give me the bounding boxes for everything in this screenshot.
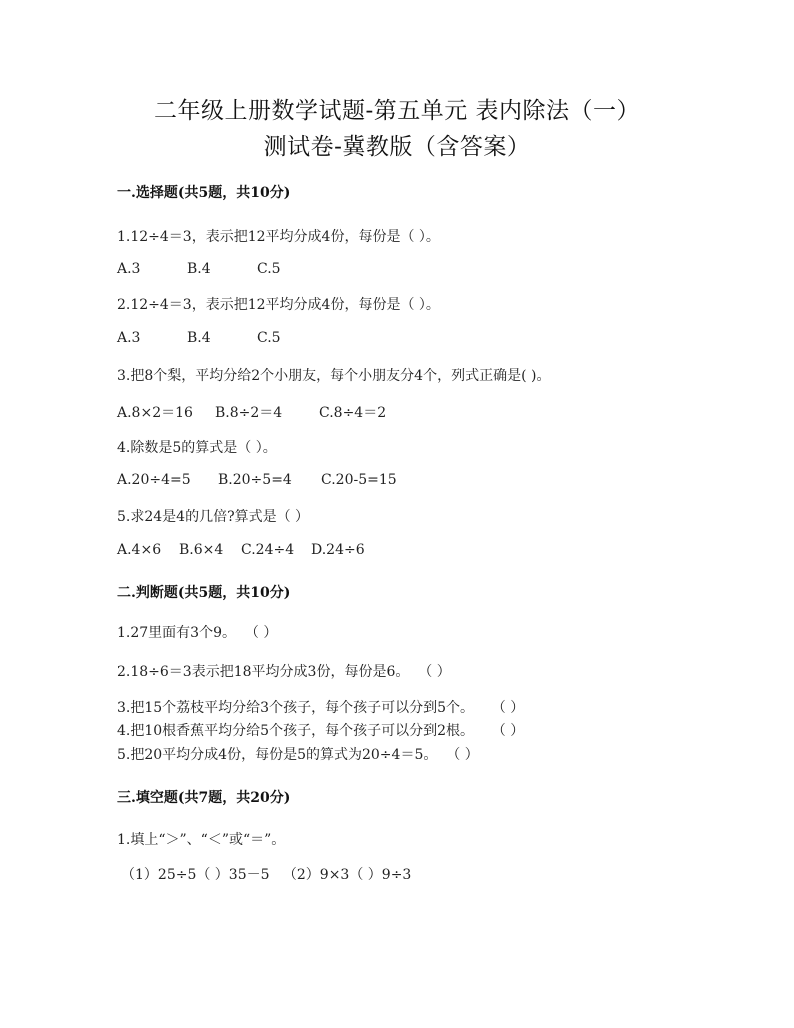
section-heading-fill-in: 三.填空题(共7题，共20分) bbox=[117, 790, 291, 806]
option-a: A.20÷4=5 bbox=[117, 472, 191, 488]
option-b: B.8÷2＝4 bbox=[215, 405, 283, 421]
question-5-stem: 5.求24是4的几倍?算式是（ ） bbox=[117, 509, 310, 525]
option-c: C.5 bbox=[257, 330, 281, 346]
fill-in-question-1-parts: （1）25÷5（ ）35－5 （2）9×3（ ）9÷3 bbox=[121, 867, 412, 883]
option-a: A.3 bbox=[117, 261, 141, 277]
question-3-options bbox=[117, 402, 386, 422]
document-title-line-2: 测试卷-冀教版（含答案） bbox=[263, 134, 531, 160]
judgement-item-5: 5.把20平均分成4份，每份是5的算式为20÷4＝5。 （ ） bbox=[117, 747, 479, 763]
question-1-options bbox=[117, 261, 281, 277]
fill-in-question-1: 1.填上“＞”、“＜”或“＝”。 bbox=[117, 832, 286, 848]
question-3-stem: 3.把8个梨，平均分给2个小朋友，每个小朋友分4个，列式正确是( )。 bbox=[117, 368, 551, 384]
option-b: B.4 bbox=[187, 330, 211, 346]
option-c: C.8÷4＝2 bbox=[319, 405, 387, 421]
question-4-options bbox=[117, 472, 397, 488]
option-b: B.4 bbox=[187, 261, 211, 277]
question-1-stem: 1.12÷4＝3，表示把12平均分成4份，每份是（ ）。 bbox=[117, 229, 440, 245]
option-b: B.6×4 bbox=[179, 542, 224, 558]
option-a: A.4×6 bbox=[117, 542, 162, 558]
question-4-stem: 4.除数是5的算式是（ ）。 bbox=[117, 440, 277, 456]
option-b: B.20÷5=4 bbox=[218, 472, 292, 488]
judgement-item-4: 4.把10根香蕉平均分给5个孩子，每个孩子可以分到2根。 （ ） bbox=[117, 723, 525, 739]
option-a: A.8×2＝16 bbox=[117, 405, 193, 421]
option-d: D.24÷6 bbox=[311, 542, 365, 558]
option-a: A.3 bbox=[117, 330, 141, 346]
option-c: C.24÷4 bbox=[241, 542, 295, 558]
option-c: C.5 bbox=[257, 261, 281, 277]
judgement-item-3: 3.把15个荔枝平均分给3个孩子，每个孩子可以分到5个。 （ ） bbox=[117, 700, 525, 716]
question-5-options bbox=[117, 542, 365, 558]
judgement-item-2: 2.18÷6＝3表示把18平均分成3份，每份是6。 （ ） bbox=[117, 664, 451, 680]
question-2-options bbox=[117, 330, 281, 346]
question-2-stem: 2.12÷4＝3，表示把12平均分成4份，每份是（ ）。 bbox=[117, 297, 440, 313]
option-c: C.20-5=15 bbox=[321, 472, 397, 488]
judgement-item-1: 1.27里面有3个9。 （ ） bbox=[117, 625, 278, 641]
section-heading-judgement: 二.判断题(共5题，共10分) bbox=[117, 585, 291, 601]
section-heading-choice: 一.选择题(共5题，共10分) bbox=[117, 185, 291, 201]
document-title-line-1: 二年级上册数学试题-第五单元 表内除法（一） bbox=[153, 98, 641, 124]
